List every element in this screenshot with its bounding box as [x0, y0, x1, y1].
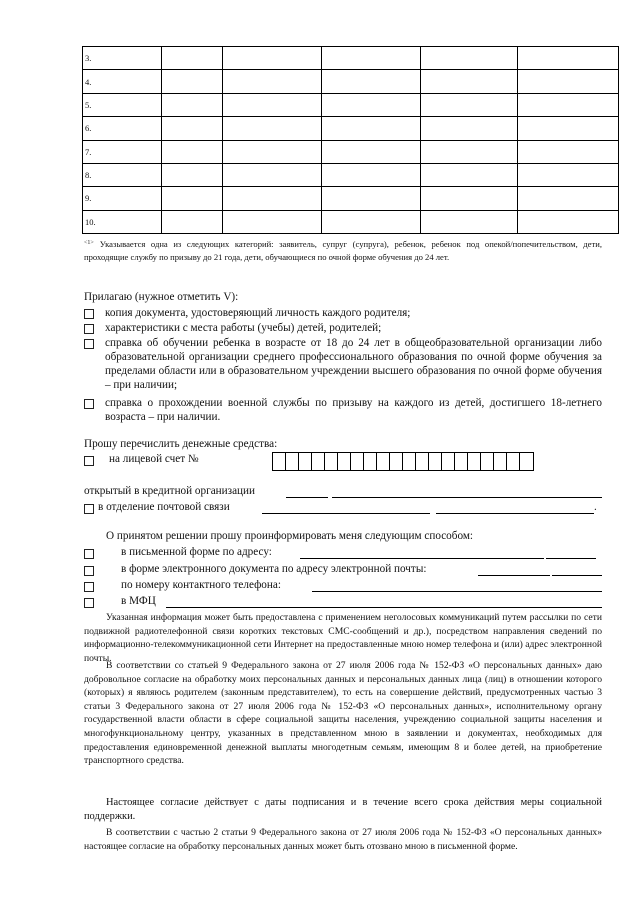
account-label: на лицевой счет №: [109, 453, 199, 465]
notify-address-line-2[interactable]: [546, 558, 596, 559]
table-cell[interactable]: [223, 187, 322, 210]
table-cell[interactable]: [162, 187, 223, 210]
account-digit-cell[interactable]: [312, 453, 325, 470]
info-paragraph: Указанная информация может быть предоставлена с применением неголосовых коммуникаций путем рассылки по сети подвижной радиотелефонной связи коротких текстовых СМС-сообщений и др.), посредством направления сведений по информационно-телекоммуникационной сети Интернет на предоставленные мною номер телефона и (или) адрес электронной почты.: [84, 612, 602, 664]
attach-item-4: справка о прохождении военной службы по призыву на каждого из детей, достигшего 18-летнего возраста – при наличии.: [105, 397, 602, 423]
notify-checkbox-3[interactable]: [84, 582, 94, 592]
table-cell[interactable]: [322, 70, 421, 93]
notify-option-4: в МФЦ: [121, 595, 156, 607]
table-cell[interactable]: [162, 70, 223, 93]
table-cell[interactable]: [322, 140, 421, 163]
attach-checkbox-4[interactable]: [84, 399, 94, 409]
table-cell[interactable]: [162, 163, 223, 186]
table-cell[interactable]: [223, 93, 322, 116]
account-digit-cell[interactable]: [429, 453, 442, 470]
table-cell[interactable]: [421, 117, 518, 140]
table-cell[interactable]: [421, 47, 518, 70]
account-digit-cell[interactable]: [468, 453, 481, 470]
account-digit-cell[interactable]: [520, 453, 533, 470]
row-number-cell: 5.: [83, 93, 162, 116]
row-number-cell: 7.: [83, 140, 162, 163]
account-digit-cell[interactable]: [390, 453, 403, 470]
credit-org-line-1[interactable]: [286, 497, 328, 498]
notify-mfc-line[interactable]: [166, 607, 602, 608]
table-cell[interactable]: [518, 187, 619, 210]
notify-option-2: в форме электронного документа по адресу электронной почты:: [121, 563, 427, 575]
table-cell[interactable]: [223, 163, 322, 186]
notify-heading: О принятом решении прошу проинформировать меня следующим способом:: [106, 530, 474, 542]
validity-paragraph: Настоящее согласие действует с даты подписания и в течение всего срока действия меры социальной поддержки.: [84, 797, 602, 822]
post-checkbox[interactable]: [84, 504, 94, 514]
table-row: [83, 187, 619, 210]
notify-checkbox-2[interactable]: [84, 566, 94, 576]
attach-item-2: характеристики с места работы (учебы) детей, родителей;: [105, 322, 382, 334]
table-cell[interactable]: [162, 140, 223, 163]
table-cell[interactable]: [322, 93, 421, 116]
account-digit-cell[interactable]: [416, 453, 429, 470]
table-cell[interactable]: [322, 187, 421, 210]
notify-checkbox-4[interactable]: [84, 598, 94, 608]
notify-address-line-1[interactable]: [300, 558, 544, 559]
post-office-line-1[interactable]: [262, 513, 430, 514]
table-cell[interactable]: [421, 93, 518, 116]
account-digit-cell[interactable]: [286, 453, 299, 470]
notify-checkbox-1[interactable]: [84, 549, 94, 559]
account-digit-cell[interactable]: [481, 453, 494, 470]
row-number-cell: 6.: [83, 117, 162, 140]
post-end: .: [594, 501, 597, 513]
account-number-cells[interactable]: [272, 452, 534, 471]
account-checkbox[interactable]: [84, 456, 94, 466]
table-cell[interactable]: [518, 47, 619, 70]
table-cell[interactable]: [223, 117, 322, 140]
table-cell[interactable]: [421, 163, 518, 186]
account-digit-cell[interactable]: [351, 453, 364, 470]
attach-checkbox-2[interactable]: [84, 324, 94, 334]
children-table: [82, 46, 619, 234]
attach-item-3: справка об обучении ребенка в возрасте от 18 до 24 лет в общеобразовательной организации либо образовательной организации среднего профессионального образования по очной форме обучения за пределами области или в образовательном учреждении высшего образования по очной форме обучения – при наличии;: [105, 337, 602, 391]
attach-item-1: копия документа, удостоверяющий личность каждого родителя;: [105, 307, 411, 319]
table-cell[interactable]: [162, 117, 223, 140]
table-row: [83, 117, 619, 140]
attach-heading: Прилагаю (нужное отметить V):: [84, 291, 239, 303]
footnote-text: Указывается одна из следующих категорий: заявитель, супруг (супруга), ребенок, ребенок под опекой/попечительством, дети, проходящие службу по призыву до 21 года, дети, обучающиеся по очной форме обучения до 24 лет.: [84, 239, 602, 262]
table-cell[interactable]: [223, 70, 322, 93]
account-digit-cell[interactable]: [273, 453, 286, 470]
table-cell[interactable]: [518, 163, 619, 186]
table-cell[interactable]: [421, 140, 518, 163]
row-number-cell: 10.: [83, 210, 162, 233]
post-office-line-2[interactable]: [436, 513, 594, 514]
table-row: [83, 93, 619, 116]
table-row: [83, 163, 619, 186]
transfer-heading: Прошу перечислить денежные средства:: [84, 438, 278, 450]
account-digit-cell[interactable]: [494, 453, 507, 470]
notify-option-1: в письменной форме по адресу:: [121, 546, 272, 558]
table-cell[interactable]: [223, 140, 322, 163]
table-cell[interactable]: [421, 210, 518, 233]
footnote-mark: <1>: [84, 240, 94, 246]
account-digit-cell[interactable]: [325, 453, 338, 470]
table-cell[interactable]: [518, 117, 619, 140]
attach-checkbox-1[interactable]: [84, 309, 94, 319]
notify-option-3: по номеру контактного телефона:: [121, 579, 281, 591]
row-number-cell: 3.: [83, 47, 162, 70]
table-cell[interactable]: [322, 163, 421, 186]
row-number-cell: 8.: [83, 163, 162, 186]
table-row: [83, 210, 619, 233]
table-cell[interactable]: [322, 47, 421, 70]
table-cell[interactable]: [421, 187, 518, 210]
table-cell[interactable]: [162, 93, 223, 116]
revocation-paragraph: В соответствии с частью 2 статьи 9 Федерального закона от 27 июля 2006 года № 152-ФЗ «О персональных данных» настоящее согласие на обработку персональных данных может быть отозвано мною в письменной форме.: [84, 827, 602, 852]
account-digit-cell[interactable]: [507, 453, 520, 470]
credit-org-label: открытый в кредитной организации: [84, 485, 255, 497]
notify-email-line-2[interactable]: [552, 575, 602, 576]
table-cell[interactable]: [223, 47, 322, 70]
account-digit-cell[interactable]: [364, 453, 377, 470]
table-cell[interactable]: [421, 70, 518, 93]
table-cell[interactable]: [223, 210, 322, 233]
account-digit-cell[interactable]: [442, 453, 455, 470]
notify-email-line-1[interactable]: [478, 575, 550, 576]
account-digit-cell[interactable]: [338, 453, 351, 470]
row-number-cell: 4.: [83, 70, 162, 93]
row-number-cell: 9.: [83, 187, 162, 210]
table-cell[interactable]: [322, 210, 421, 233]
consent-paragraph: В соответствии со статьей 9 Федерального закона от 27 июля 2006 года № 152-ФЗ «О персональных данных» даю добровольное согласие на обработку моих персональных данных и персональных данных лица (лиц) в отношении которого (которых) я являюсь родителем (законным представителем), то есть на совершение действий, предусмотренных частью 3 статьи 3 Федерального закона от 27 июля 2006 года № 152-ФЗ «О персональных данных», исполнительному органу государственной власти области в сфере социальной защиты населения, учреждению социальной защиты населения и многофункциональному центру, указанных в представленном мною в заявлении и документах, необходимых для предоставления единовременной денежной выплаты многодетным семьям, имеющим 8 и более детей, на приобретение транспортного средства.: [84, 660, 602, 767]
notify-phone-line[interactable]: [312, 591, 602, 592]
table-cell[interactable]: [162, 210, 223, 233]
account-digit-cell[interactable]: [403, 453, 416, 470]
account-digit-cell[interactable]: [377, 453, 390, 470]
table-row: [83, 47, 619, 70]
post-label: в отделение почтовой связи: [98, 501, 230, 513]
footnote: [84, 237, 602, 264]
account-digit-cell[interactable]: [299, 453, 312, 470]
table-cell[interactable]: [322, 117, 421, 140]
attach-checkbox-3[interactable]: [84, 339, 94, 349]
table-row: [83, 140, 619, 163]
table-row: [83, 70, 619, 93]
account-digit-cell[interactable]: [455, 453, 468, 470]
credit-org-line-2[interactable]: [332, 497, 602, 498]
table-cell[interactable]: [518, 70, 619, 93]
table-cell[interactable]: [518, 140, 619, 163]
table-cell[interactable]: [518, 210, 619, 233]
table-cell[interactable]: [518, 93, 619, 116]
table-cell[interactable]: [162, 47, 223, 70]
